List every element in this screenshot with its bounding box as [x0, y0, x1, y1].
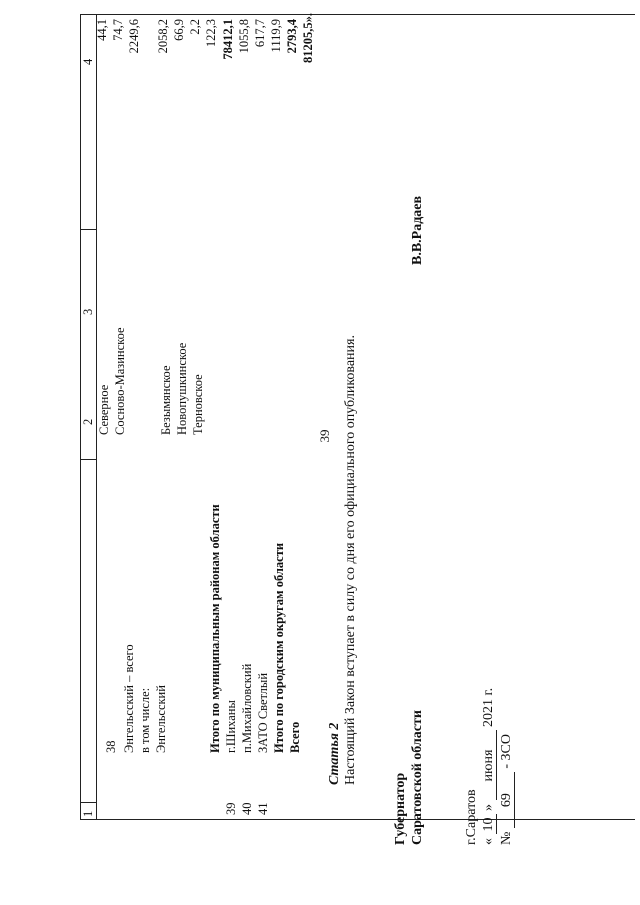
- value-severnoe: 44,1: [95, 19, 109, 41]
- footer-number: № 69 - ЗСО: [499, 734, 514, 845]
- footer-year: 2021 г.: [481, 687, 496, 727]
- row-39-value: 1055,8: [237, 19, 251, 54]
- footer-day: 10: [482, 815, 497, 835]
- signature-title-2: Саратовской области: [410, 710, 425, 845]
- row-39-number: 39: [224, 802, 238, 815]
- value-engelsskiy: 2058,2: [156, 19, 170, 54]
- signature-name: В.В.Радаев: [410, 195, 425, 265]
- settlement-severnoe: Северное: [97, 384, 111, 435]
- total-all-label: Всего: [288, 721, 302, 753]
- row-40-name: п.Михайловский: [240, 663, 254, 753]
- row-38-district-line-3: Энгельсский: [154, 685, 168, 753]
- total-urban-label: Итого по городским округам области: [272, 542, 286, 753]
- table-top-border: [80, 15, 81, 820]
- row-41-number: 41: [256, 802, 270, 815]
- value-sosnovo-mazinskoe: 74,7: [111, 19, 125, 41]
- settlement-ternovskoe: Терновское: [191, 374, 205, 435]
- footer-number-value: 69: [500, 772, 515, 828]
- table-col-divider-2: [80, 459, 96, 460]
- total-districts-value: 78412,1: [221, 19, 235, 60]
- table-right-border: [80, 14, 635, 15]
- table-col-divider-3: [80, 229, 96, 230]
- footer-city: г.Саратов: [464, 789, 479, 845]
- footer-month: июня: [482, 731, 497, 801]
- total-urban-value: 2793,4: [285, 19, 299, 54]
- header-col-4: 4: [81, 58, 95, 65]
- table-left-border: [80, 819, 635, 820]
- row-40-number: 40: [240, 802, 254, 815]
- value-ternovskoe: 122,3: [204, 19, 218, 48]
- row-39-name: г.Шиханы: [224, 700, 238, 753]
- total-all-value: 81205,5».: [301, 13, 315, 63]
- header-col-1: 1: [81, 810, 95, 817]
- settlement-bezymyanskoe: Безымянское: [159, 365, 173, 435]
- value-engelsskiy-total: 2249,6: [127, 19, 141, 54]
- value-bezymyanskoe: 66,9: [172, 19, 186, 41]
- row-38-district-line-2: в том числе:: [138, 687, 152, 753]
- row-41-value: 1119,9: [269, 19, 283, 53]
- row-38-district-line-1: Энгельсский – всего: [122, 644, 136, 753]
- settlement-sosnovo-mazinskoe: Сосново-Мазинское: [113, 327, 127, 435]
- total-districts-label: Итого по муниципальным районам области: [208, 504, 222, 753]
- row-38-number: 38: [104, 740, 118, 753]
- footer-date: « 10 » июня 2021 г.: [481, 687, 496, 845]
- page-number: 39: [317, 429, 332, 443]
- row-40-value: 617,7: [253, 19, 267, 48]
- header-col-3: 3: [81, 308, 95, 315]
- article-text: Настоящий Закон вступает в силу со дня его официального опубликования.: [343, 335, 358, 785]
- value-novopushkinskoe: 2,2: [188, 19, 202, 35]
- signature-title-1: Губернатор: [393, 772, 408, 845]
- row-41-name: ЗАТО Светлый: [256, 672, 270, 753]
- table-col-divider-1: [80, 802, 96, 803]
- settlement-novopushkinskoe: Новопушкинское: [175, 342, 189, 435]
- article-heading: Статья 2: [327, 722, 342, 785]
- header-col-2: 2: [81, 418, 95, 425]
